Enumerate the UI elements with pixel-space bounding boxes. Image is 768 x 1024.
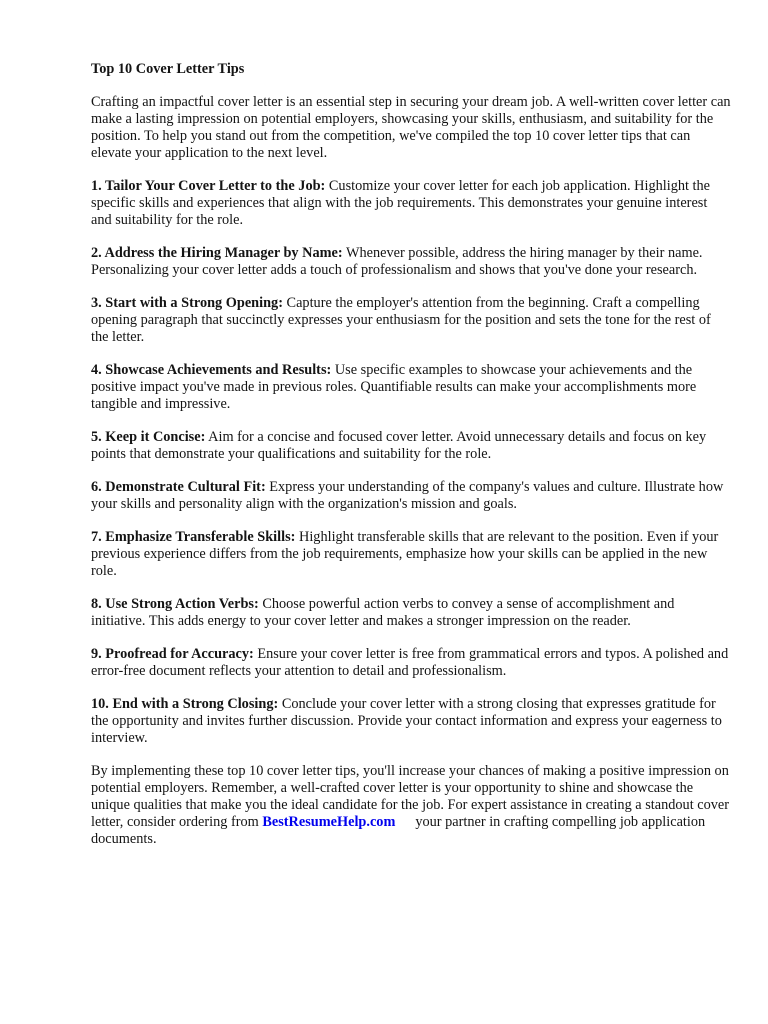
document-page <box>91 61 731 848</box>
tip-heading: 1. Tailor Your Cover Letter to the Job: <box>91 178 326 194</box>
tip-body: Aim for a concise and focused cover letter. Avoid unnecessary details and focus on key points that demonstrate your qualifications and suitability for the role. <box>91 429 707 462</box>
tip-body: Whenever possible, address the hiring manager by their name. Personalizing your cover letter adds a touch of professionalism and shows that you've done your research. <box>91 245 703 278</box>
tip-paragraph <box>91 696 731 747</box>
tips-list <box>91 178 731 747</box>
tip-heading: 9. Proofread for Accuracy: <box>91 646 254 662</box>
intro-paragraph: Crafting an impactful cover letter is an essential step in securing your dream job. A well-written cover letter can make a lasting impression on potential employers, showcasing your skills, enthusiasm, and suitability for the position. To help you stand out from the competition, we've compiled the top 10 cover letter tips that can elevate your application to the next level. <box>91 94 731 161</box>
tip-heading: 7. Emphasize Transferable Skills: <box>91 529 296 545</box>
tip-body: Choose powerful action verbs to convey a sense of accomplishment and initiative. This adds energy to your cover letter and makes a stronger impression on the reader. <box>91 596 675 629</box>
tip-heading: 5. Keep it Concise: <box>91 429 206 445</box>
tip-paragraph <box>91 596 731 630</box>
closing-text-after-link: your partner in crafting compelling job application documents. <box>91 814 706 847</box>
tip-body: Conclude your cover letter with a strong closing that expresses gratitude for the opportunity and invites further discussion. Provide your contact information and express your eagerness to interview. <box>91 696 722 746</box>
bestresumehelp-link[interactable]: BestResumeHelp.com <box>262 814 396 830</box>
tip-heading: 2. Address the Hiring Manager by Name: <box>91 245 343 261</box>
tip-paragraph <box>91 429 731 463</box>
tip-body: Express your understanding of the company's values and culture. Illustrate how your skills and personality align with the organization's mission and goals. <box>91 479 724 512</box>
tip-heading: 10. End with a Strong Closing: <box>91 696 279 712</box>
tip-body: Customize your cover letter for each job application. Highlight the specific skills and experiences that align with the job requirements. This demonstrates your genuine interest and suitability for the role. <box>91 178 711 228</box>
tip-paragraph <box>91 479 731 513</box>
tip-body: Capture the employer's attention from the beginning. Craft a compelling opening paragraph that succinctly expresses your enthusiasm for the position and sets the tone for the rest of the letter. <box>91 295 711 345</box>
tip-paragraph <box>91 529 731 580</box>
tip-paragraph <box>91 245 731 279</box>
closing-paragraph <box>91 763 731 848</box>
tip-heading: 6. Demonstrate Cultural Fit: <box>91 479 266 495</box>
closing-text: By implementing these top 10 cover letter tips, you'll increase your chances of making a positive impression on potential employers. Remember, a well-crafted cover letter is your opportunity to shine and showcase the unique qualities that make you the ideal candidate for the job. For expert assistance in creating a standout cover letter, consider ordering from <box>91 763 729 830</box>
tip-heading: 4. Showcase Achievements and Results: <box>91 362 332 378</box>
tip-paragraph <box>91 646 731 680</box>
tip-paragraph <box>91 295 731 346</box>
tip-body: Highlight transferable skills that are relevant to the position. Even if your previous experience differs from the job requirements, emphasize how your skills can be applied in the new role. <box>91 529 719 579</box>
tip-heading: 3. Start with a Strong Opening: <box>91 295 283 311</box>
document-title: Top 10 Cover Letter Tips <box>91 61 245 77</box>
tip-body: Ensure your cover letter is free from grammatical errors and typos. A polished and error-free document reflects your attention to detail and professionalism. <box>91 646 729 679</box>
tip-paragraph <box>91 362 731 413</box>
tip-paragraph <box>91 178 731 229</box>
tip-heading: 8. Use Strong Action Verbs: <box>91 596 259 612</box>
tip-body: Use specific examples to showcase your achievements and the positive impact you've made in previous roles. Quantifiable results can make your accomplishments more tangible and impressive. <box>91 362 697 412</box>
